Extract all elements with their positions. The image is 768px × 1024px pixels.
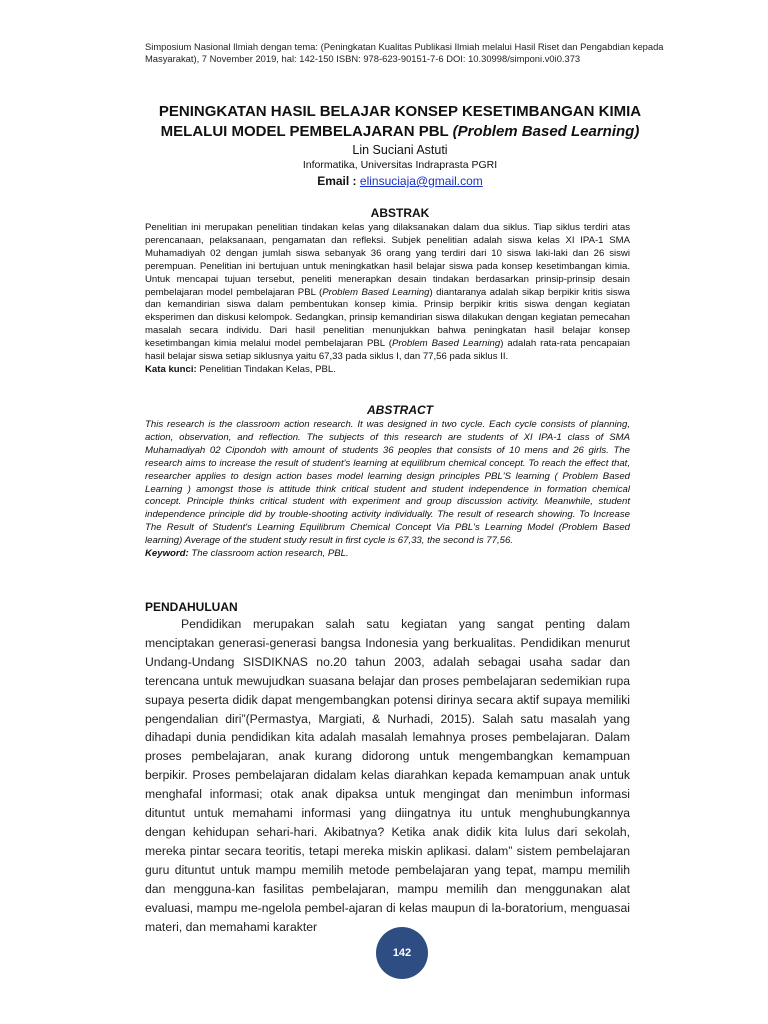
email-link[interactable]: elinsuciaja@gmail.com <box>359 174 483 188</box>
pendahuluan-body <box>145 615 630 936</box>
kata-kunci-values: Penelitian Tindakan Kelas, PBL. <box>196 363 336 375</box>
abstract-heading: ABSTRACT <box>367 403 433 417</box>
author-name: Lin Suciani Astuti <box>352 143 448 157</box>
title-line-2 <box>60 122 740 142</box>
title-line-2-italic: (Problem Based Learning) <box>452 123 640 140</box>
abstrak-text-3: ) adalah rata-rata pencapaian hasil belajar siswa setiap siklusnya yaitu 67,33 pada siklus I, dan 77,56 pada siklus II. <box>145 338 630 363</box>
abstrak-keywords <box>145 364 630 377</box>
abstrak-body <box>145 222 630 377</box>
abstract-text: This research is the classroom action research. It was designed in two cycle. Each cycle consists of planning, action, observation, and reflection. The subjects of this research are students of XI IPA-1 class of SMA Muhamadiyah 02 Cipondoh with amount of students 36 peoples that consists of 10 mens and 26 girls. The research aims to increase the result of student's learning at equilibrum chemical concept. To reach the effect that, researcher applies to design action bases model learning design principles PBL'S learning ( Problem Based Learning ) amongst those is attitude think critical student and student independence in formation chemical concept. Principle thinks critical student with experiment and group discussion activity. Meanwhile, student independence principle did by trouble-shooting activity individually. The result of research showing. To Increase The Result of Student's Learning Equilibrum Chemical Concept Via PBL's Learning Model (Problem Based learning) Average of the student study result in first cycle is 67,33, the second is 77,56. <box>145 419 630 547</box>
abstrak-heading: ABSTRAK <box>370 206 430 220</box>
pendahuluan-paragraph: Pendidikan merupakan salah satu kegiatan yang sangat penting dalam menciptakan generasi-generasi bangsa Indonesia yang berkualitas. Pendidikan menurut Undang-Undang SISDIKNAS no.20 tahun 2003, adalah sebagai usaha sadar dan terencana untuk mewujudkan suasana belajar dan proses pembelajaran sedemikian rupa supaya peserta didik dapat mengembangkan potensi dirinya secara aktif supaya memiliki pengendalian diri”(Permastya, Margiati, & Nurhadi, 2015). Salah satu masalah yang dihadapi dunia pendidikan kita adalah masalah lemahnya proses pembelajaran. Dalam proses pembelajaran, anak kurang didorong untuk mengembangkan kemampuan berpikir. Proses pembelajaran didalam kelas diarahkan kepada kemampuan anak untuk menghafal informasi; otak anak dipaksa untuk mengingat dan menimbun informasi dituntut untuk memahami informasi yang diingatnya itu untuk menghubungkannya dengan kehidupan sehari-hari. Akibatnya? Ketika anak didik kita lulus dari sekolah, mereka pintar secara teoritis, tetapi mereka miskin aplikasi. dalam” sistem pembelajaran guru dituntut untuk mampu memilih metode pembelajaran yang tepat, mampu memilih dan mengguna-kan fasilitas pembelajaran, mampu memilih dan menggunakan alat evaluasi, mampu me-ngelola pembel-ajaran di kelas maupun di la-boratorium, menguasai materi, dan memahami karakter <box>145 617 630 934</box>
paper-title <box>60 102 740 142</box>
abstract-keywords <box>145 548 630 561</box>
abstrak-italic-1: Problem Based Learning <box>322 286 430 298</box>
email-label: Email : <box>317 174 357 188</box>
keyword-values: The classroom action research, PBL. <box>188 548 349 560</box>
abstrak-text-2: ) diantaranya adalah sikap berpikir kritis siswa dan kemandirian siswa dalam pembentukan konsep kimia. Prinsip berpikir kritis siswa dengan kegiatan eksperimen dan diskusi kelompok. Sedangkan, prinsip kemandirian siswa dilakukan dengan kegiatan pemecahan masalah secara individu. Dari hasil penelitian menunjukkan bahwa peningkatan hasil belajar konsep kesetimbangan kimia melalui model pembelajaran PBL ( <box>145 286 630 350</box>
abstract-body <box>145 419 630 561</box>
title-line-2-text: MELALUI MODEL PEMBELAJARAN PBL <box>160 123 449 140</box>
title-line-1: PENINGKATAN HASIL BELAJAR KONSEP KESETIMBANGAN KIMIA <box>158 103 642 120</box>
author-affiliation: Informatika, Universitas Indraprasta PGRI <box>302 159 498 171</box>
kata-kunci-label: Kata kunci: <box>145 363 197 375</box>
keyword-label: Keyword: <box>145 548 189 560</box>
pendahuluan-heading: PENDAHULUAN <box>145 600 238 614</box>
author-email <box>60 174 740 189</box>
running-header: Simposium Nasional Ilmiah dengan tema: (Peningkatan Kualitas Publikasi Ilmiah melalui Hasil Riset dan Pengabdian kepada Masyarakat), 7 November 2019, hal: 142-150 ISBN: 978-623-90151-7-6 DOI: 10.30998/simponi.v0i0.373 <box>145 41 664 65</box>
page-number-badge: 142 <box>376 927 428 979</box>
abstrak-italic-2: Problem Based Learning <box>391 338 501 350</box>
abstrak-text-1: Penelitian ini merupakan penelitian tindakan kelas yang dilaksanakan dalam dua siklus. Tiap siklus terdiri atas perencanaan, pelaksanaan, pengamatan dan refleksi. Subjek penelitian adalah siswa kelas XI IPA-1 SMA Muhamadiyah 02 dengan jumlah siswa sebanyak 36 orang yang terdiri dari 10 siswa laki-laki dan 26 siswi perempuan. Penelitian ini bertujuan untuk meningkatkan hasil belajar siswa pada konsep kesetimbangan kimia. Untuk mencapai tujuan tersebut, peneliti menerapkan desain tindakan berdasarkan prinsip-prinsip desain pembelajaran model pembelajaran PBL ( <box>145 222 630 298</box>
